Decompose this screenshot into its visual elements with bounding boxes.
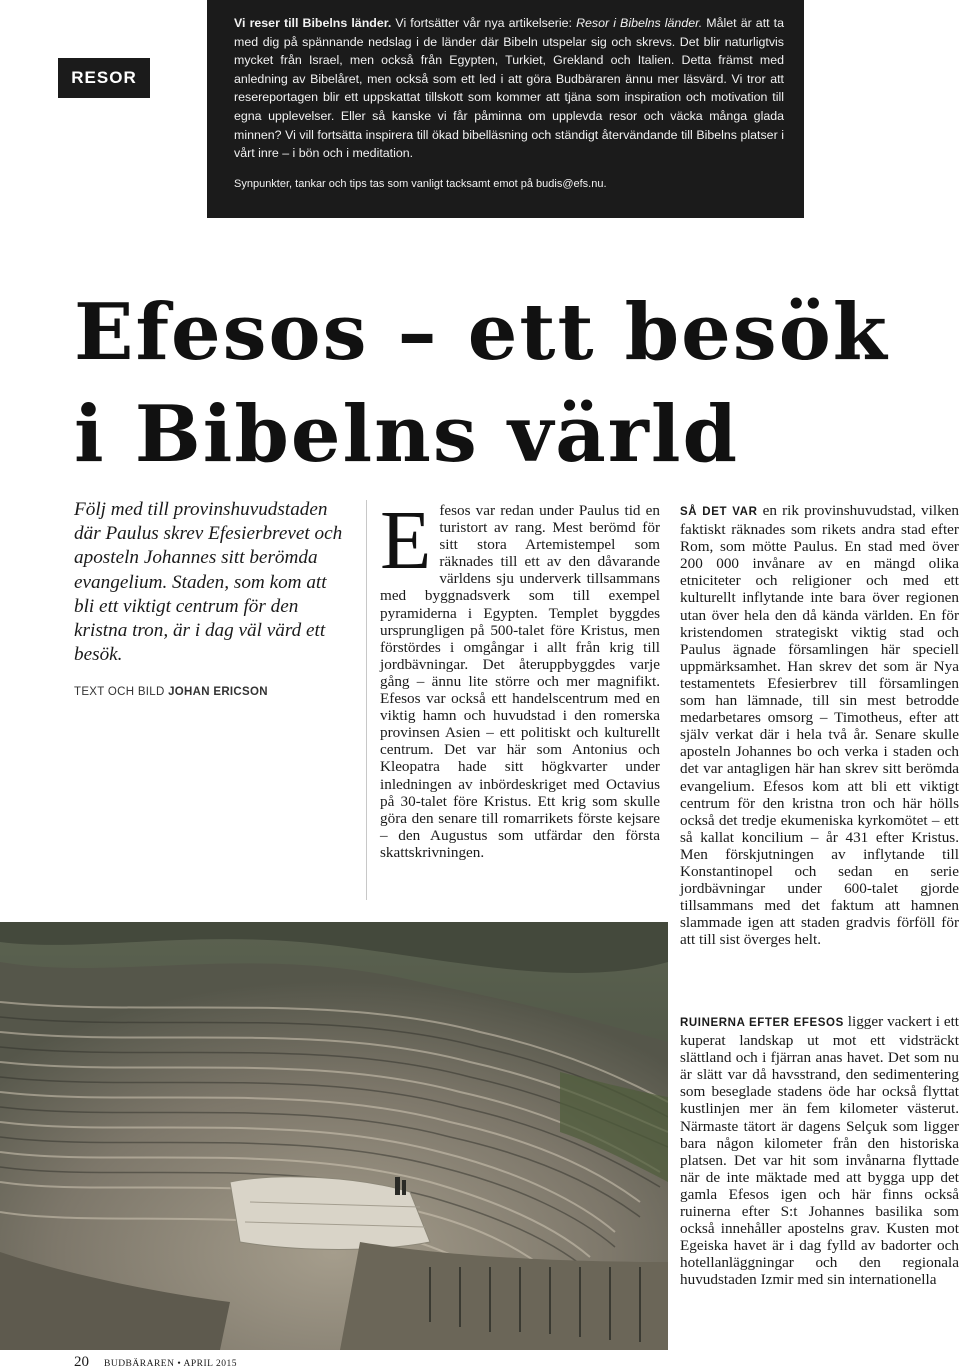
article-column-2 xyxy=(680,502,959,948)
intro-lead: Vi reser till Bibelns länder. xyxy=(234,16,392,30)
intro-box xyxy=(207,0,804,218)
column-divider xyxy=(366,500,367,900)
headline: Efesos – ett besök i Bibelns värld xyxy=(74,287,889,480)
byline-prefix: TEXT OCH BILD xyxy=(74,686,169,698)
article-column-3 xyxy=(680,1013,959,1289)
deck: Följ med till provinshuvudstaden där Paulus skrev Efesierbrevet och aposteln Johannes sitt berömda evangelium. Staden, som kom att bli ett viktigt centrum för den kristna tron, är i dag väl värd ett besök. xyxy=(74,499,343,666)
magazine-footer: BUDBÄRAREN • APRIL 2015 xyxy=(104,1359,237,1369)
article-column-1 xyxy=(380,494,660,861)
section-tag: RESOR xyxy=(58,58,150,98)
runin-heading-1: SÅ DET VAR xyxy=(680,506,758,518)
theatre-photo xyxy=(0,922,668,1350)
intro-contact: Synpunkter, tankar och tips tas som vanligt tacksamt emot på budis@efs.nu. xyxy=(234,177,607,190)
dropcap: E xyxy=(380,494,432,587)
column-2-text: en rik provinshuvudstad, vilken faktiskt räknades som rikets andra stad efter Rom, som mötte Paulus. En stad med över 200 000 invånare av en mängd olika etniciteter och religioner och med ett kulturellt inflytande inte bara över regionen utan över hela den då kända världen. En för kristendomen strategiskt viktig stad och Paulus ägnade församlingen här speciell uppmärksamhet. Han skrev det som är Nya testamentets Efesierbrev till församlingen som han lämnade, till sin mest betrodde medarbetares omsorg – Timotheus, efter att själv verkat där i hela två år. Senare skulle aposteln Johannes bo och verka i staden och det var antagligen här han skrev sitt berömda evangelium. Efesos kom att bli ett viktigt centrum för den kristna tron och här hölls också det tredje ekumeniska kyrkomötet – ett så kallat koncilium – år 431 efter Kristus. Men förskjutningen av inflytande till Konstantinopel och sedan en serie jordbävningar under 600-talet gjorde tillsammans med det faktum att hamnen slammade igen att staden gradvis förföll för att till sist överges helt. xyxy=(680,502,959,949)
column-3-text: ligger vackert i ett kuperat landskap ut mot ett vidsträckt slättland och i fjärran anas havet. Det som nu är slätt var då havsstrand, den sedimentering som beseglade stadens öde har också flyttat kustlinjen mer än fem kilometer västerut. Närmaste tätort är dagens Selçuk som ligger bara någon kilometer från den historiska platsen. Det var hit som invånarna flyttade när de inte mäktade med att bygga upp det gamla Efesos igen och här finns också ruinerna efter S:t Johannes basilika som också innehåller apostelns grav. Kusten mot Egeiska havet är i dag fylld av badorter och hotellanläggningar och den regionala huvudstaden Izmir med sin internationella xyxy=(680,1013,960,1289)
runin-heading-2: RUINERNA EFTER EFESOS xyxy=(680,1017,844,1029)
series-name: Resor i Bibelns länder. xyxy=(576,16,703,30)
amphitheatre-image xyxy=(0,922,668,1350)
byline-author: JOHAN ERICSON xyxy=(168,686,268,698)
intro-text xyxy=(234,14,784,163)
byline xyxy=(74,686,268,698)
intro-text-2: Målet är att ta med dig på spännande nedslag i de länder där Bibeln utspelar sig och skrevs. Det blir naturligtvis mycket från Israel, men också från Egypten, Turkiet, Grekland och Italien. Detta främst med anledning av Bibelåret, men också som ett led i att göra Budbäraren ännu mer läsvärd. Vi tror att resereportagen blir ett uppskattat tillskott som kommer att tjäna som inspiration och motivation till egna upplevelser. Eller så kanske vi får påminna om upplevda resor och väcka många glada minnen? Vi vill fortsätta inspirera till ökad bibelläsning och ständigt återvändande till Bibelns platser i vårt inre – i bön och i meditation. xyxy=(234,16,784,161)
column-1-text: fesos var redan under Paulus tid en turistort av rang. Mest berömd för sitt stora Artemistempel som räknades till ett av den dåvarande världens sju underverk tillsammans med byggnadsverk som till exempel pyramiderna i Egypten. Templet byggdes ursprungligen på 500-talet före Kristus, men förstördes i omgångar i allt från krig till jordbävningar. Det återuppbyggdes varje gång – ännu lite större och mer magnifikt. Efesos var också ett handelscentrum med en viktig hamn och huvudstad i den romerska provinsen Asien – ett politiskt och kulturellt centrum. Det var här som Antonius och Kleopatra hade sitt högkvarter under inledningen av inbördeskriget med Octavius på 30-talet före Kristus. Ett krig som skulle göra den senare till romarrikets förste kejsare – den Augustus som utfärdar den första skattskrivningen. xyxy=(380,502,660,861)
intro-text-1: Vi fortsätter vår nya artikelserie: xyxy=(391,16,577,30)
page-number: 20 xyxy=(74,1354,89,1370)
